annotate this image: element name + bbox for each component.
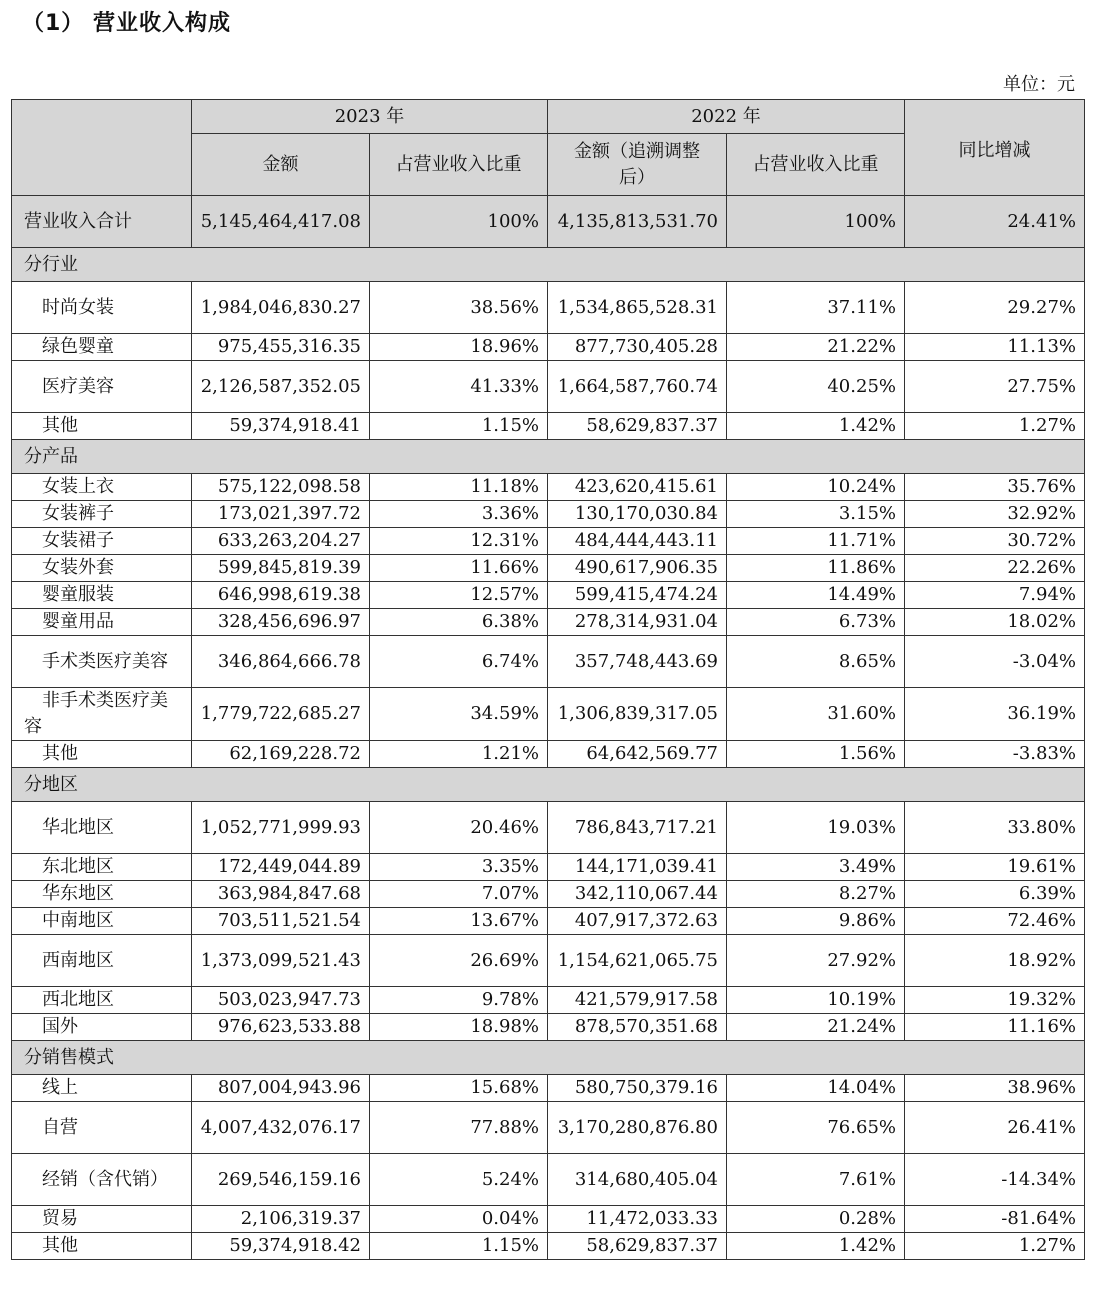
table-row xyxy=(12,1102,1085,1154)
row-label: 线上 xyxy=(12,1075,192,1102)
amount-2022: 58,629,837.37 xyxy=(548,1233,727,1260)
header-blank xyxy=(12,100,192,196)
total-amount-2022: 4,135,813,531.70 xyxy=(548,196,727,248)
amount-2022: 64,642,569.77 xyxy=(548,741,727,768)
ratio-2023: 18.96% xyxy=(370,334,548,361)
header-amount-2023: 金额 xyxy=(192,134,370,196)
ratio-2022: 10.24% xyxy=(727,474,905,501)
amount-2023: 975,455,316.35 xyxy=(192,334,370,361)
amount-2023: 269,546,159.16 xyxy=(192,1154,370,1206)
row-label: 女装外套 xyxy=(12,555,192,582)
table-row xyxy=(12,474,1085,501)
table-row xyxy=(12,688,1085,741)
amount-2022: 314,680,405.04 xyxy=(548,1154,727,1206)
table-row xyxy=(12,854,1085,881)
total-amount-2023: 5,145,464,417.08 xyxy=(192,196,370,248)
ratio-2023: 18.98% xyxy=(370,1014,548,1041)
table-row xyxy=(12,334,1085,361)
ratio-2023: 7.07% xyxy=(370,881,548,908)
ratio-2022: 27.92% xyxy=(727,935,905,987)
ratio-2022: 7.61% xyxy=(727,1154,905,1206)
table-row xyxy=(12,1233,1085,1260)
yoy-change: 27.75% xyxy=(905,361,1085,413)
total-label: 营业收入合计 xyxy=(12,196,192,248)
table-row xyxy=(12,881,1085,908)
yoy-change: 11.16% xyxy=(905,1014,1085,1041)
yoy-change: 1.27% xyxy=(905,1233,1085,1260)
amount-2022: 1,306,839,317.05 xyxy=(548,688,727,741)
table-row xyxy=(12,609,1085,636)
row-label: 其他 xyxy=(12,1233,192,1260)
row-label: 婴童服装 xyxy=(12,582,192,609)
ratio-2023: 6.38% xyxy=(370,609,548,636)
header-ratio-2023: 占营业收入比重 xyxy=(370,134,548,196)
amount-2022: 599,415,474.24 xyxy=(548,582,727,609)
row-label: 华东地区 xyxy=(12,881,192,908)
table-row xyxy=(12,582,1085,609)
amount-2022: 877,730,405.28 xyxy=(548,334,727,361)
section-title: 分销售模式 xyxy=(12,1041,1085,1075)
yoy-change: 11.13% xyxy=(905,334,1085,361)
ratio-2022: 11.86% xyxy=(727,555,905,582)
amount-2023: 2,106,319.37 xyxy=(192,1206,370,1233)
amount-2022: 278,314,931.04 xyxy=(548,609,727,636)
header-amount-2022: 金额（追溯调整后） xyxy=(548,134,727,196)
row-label: 其他 xyxy=(12,413,192,440)
amount-2022: 407,917,372.63 xyxy=(548,908,727,935)
row-label: 非手术类医疗美容 xyxy=(12,688,192,741)
amount-2022: 423,620,415.61 xyxy=(548,474,727,501)
ratio-2022: 14.04% xyxy=(727,1075,905,1102)
table-row xyxy=(12,802,1085,854)
table-row xyxy=(12,501,1085,528)
header-yoy: 同比增减 xyxy=(905,100,1085,196)
row-label: 医疗美容 xyxy=(12,361,192,413)
table-row xyxy=(12,282,1085,334)
table-row xyxy=(12,413,1085,440)
total-ratio-2022: 100% xyxy=(727,196,905,248)
table-row xyxy=(12,935,1085,987)
amount-2023: 363,984,847.68 xyxy=(192,881,370,908)
row-label: 西北地区 xyxy=(12,987,192,1014)
row-label: 自营 xyxy=(12,1102,192,1154)
amount-2022: 357,748,443.69 xyxy=(548,636,727,688)
row-label: 时尚女装 xyxy=(12,282,192,334)
yoy-change: -81.64% xyxy=(905,1206,1085,1233)
table-row xyxy=(12,1014,1085,1041)
amount-2022: 421,579,917.58 xyxy=(548,987,727,1014)
table-row xyxy=(12,741,1085,768)
yoy-change: 18.02% xyxy=(905,609,1085,636)
amount-2023: 328,456,696.97 xyxy=(192,609,370,636)
ratio-2023: 26.69% xyxy=(370,935,548,987)
ratio-2022: 40.25% xyxy=(727,361,905,413)
ratio-2022: 8.27% xyxy=(727,881,905,908)
ratio-2022: 8.65% xyxy=(727,636,905,688)
ratio-2023: 12.57% xyxy=(370,582,548,609)
amount-2022: 130,170,030.84 xyxy=(548,501,727,528)
row-label: 西南地区 xyxy=(12,935,192,987)
amount-2022: 3,170,280,876.80 xyxy=(548,1102,727,1154)
ratio-2022: 10.19% xyxy=(727,987,905,1014)
yoy-change: 36.19% xyxy=(905,688,1085,741)
amount-2022: 580,750,379.16 xyxy=(548,1075,727,1102)
ratio-2022: 11.71% xyxy=(727,528,905,555)
ratio-2023: 3.35% xyxy=(370,854,548,881)
section-row xyxy=(12,248,1085,282)
row-label: 华北地区 xyxy=(12,802,192,854)
yoy-change: 72.46% xyxy=(905,908,1085,935)
amount-2022: 484,444,443.11 xyxy=(548,528,727,555)
yoy-change: 6.39% xyxy=(905,881,1085,908)
unit-label: 单位：元 xyxy=(1003,74,1075,95)
amount-2023: 172,449,044.89 xyxy=(192,854,370,881)
table-row xyxy=(12,555,1085,582)
header-ratio-2022: 占营业收入比重 xyxy=(727,134,905,196)
amount-2022: 144,171,039.41 xyxy=(548,854,727,881)
yoy-change: 35.76% xyxy=(905,474,1085,501)
ratio-2023: 15.68% xyxy=(370,1075,548,1102)
ratio-2022: 1.42% xyxy=(727,1233,905,1260)
amount-2023: 503,023,947.73 xyxy=(192,987,370,1014)
amount-2023: 59,374,918.41 xyxy=(192,413,370,440)
amount-2023: 807,004,943.96 xyxy=(192,1075,370,1102)
ratio-2022: 3.49% xyxy=(727,854,905,881)
total-row xyxy=(12,196,1085,248)
ratio-2022: 76.65% xyxy=(727,1102,905,1154)
total-ratio-2023: 100% xyxy=(370,196,548,248)
amount-2023: 1,779,722,685.27 xyxy=(192,688,370,741)
ratio-2023: 0.04% xyxy=(370,1206,548,1233)
section-title: 分地区 xyxy=(12,768,1085,802)
revenue-table xyxy=(11,99,1085,1260)
yoy-change: -3.04% xyxy=(905,636,1085,688)
ratio-2023: 1.15% xyxy=(370,413,548,440)
row-label: 女装裤子 xyxy=(12,501,192,528)
amount-2023: 633,263,204.27 xyxy=(192,528,370,555)
row-label: 东北地区 xyxy=(12,854,192,881)
ratio-2022: 21.24% xyxy=(727,1014,905,1041)
amount-2023: 173,021,397.72 xyxy=(192,501,370,528)
ratio-2023: 77.88% xyxy=(370,1102,548,1154)
header-2023: 2023 年 xyxy=(192,100,548,134)
yoy-change: 18.92% xyxy=(905,935,1085,987)
row-label: 中南地区 xyxy=(12,908,192,935)
ratio-2022: 21.22% xyxy=(727,334,905,361)
amount-2023: 346,864,666.78 xyxy=(192,636,370,688)
ratio-2022: 0.28% xyxy=(727,1206,905,1233)
amount-2023: 4,007,432,076.17 xyxy=(192,1102,370,1154)
yoy-change: 38.96% xyxy=(905,1075,1085,1102)
yoy-change: 19.32% xyxy=(905,987,1085,1014)
amount-2023: 1,373,099,521.43 xyxy=(192,935,370,987)
section-row xyxy=(12,768,1085,802)
amount-2022: 1,664,587,760.74 xyxy=(548,361,727,413)
table-row xyxy=(12,1075,1085,1102)
total-yoy: 24.41% xyxy=(905,196,1085,248)
ratio-2022: 1.56% xyxy=(727,741,905,768)
ratio-2023: 1.21% xyxy=(370,741,548,768)
ratio-2023: 38.56% xyxy=(370,282,548,334)
row-label: 女装上衣 xyxy=(12,474,192,501)
ratio-2023: 1.15% xyxy=(370,1233,548,1260)
amount-2023: 62,169,228.72 xyxy=(192,741,370,768)
table-row xyxy=(12,908,1085,935)
ratio-2023: 20.46% xyxy=(370,802,548,854)
row-label: 经销（含代销） xyxy=(12,1154,192,1206)
ratio-2023: 9.78% xyxy=(370,987,548,1014)
amount-2023: 703,511,521.54 xyxy=(192,908,370,935)
amount-2022: 786,843,717.21 xyxy=(548,802,727,854)
amount-2023: 646,998,619.38 xyxy=(192,582,370,609)
yoy-change: -14.34% xyxy=(905,1154,1085,1206)
row-label: 女装裙子 xyxy=(12,528,192,555)
ratio-2022: 6.73% xyxy=(727,609,905,636)
yoy-change: -3.83% xyxy=(905,741,1085,768)
yoy-change: 22.26% xyxy=(905,555,1085,582)
amount-2022: 11,472,033.33 xyxy=(548,1206,727,1233)
ratio-2023: 13.67% xyxy=(370,908,548,935)
row-label: 其他 xyxy=(12,741,192,768)
row-label: 婴童用品 xyxy=(12,609,192,636)
section-row xyxy=(12,1041,1085,1075)
amount-2022: 878,570,351.68 xyxy=(548,1014,727,1041)
ratio-2023: 11.66% xyxy=(370,555,548,582)
section-title: 分产品 xyxy=(12,440,1085,474)
table-row xyxy=(12,1206,1085,1233)
ratio-2023: 11.18% xyxy=(370,474,548,501)
table-row xyxy=(12,528,1085,555)
row-label: 贸易 xyxy=(12,1206,192,1233)
page-title: （1） 营业收入构成 xyxy=(22,11,231,36)
amount-2023: 976,623,533.88 xyxy=(192,1014,370,1041)
ratio-2022: 3.15% xyxy=(727,501,905,528)
yoy-change: 1.27% xyxy=(905,413,1085,440)
row-label: 手术类医疗美容 xyxy=(12,636,192,688)
header-2022: 2022 年 xyxy=(548,100,905,134)
yoy-change: 19.61% xyxy=(905,854,1085,881)
table-row xyxy=(12,636,1085,688)
ratio-2023: 3.36% xyxy=(370,501,548,528)
ratio-2023: 6.74% xyxy=(370,636,548,688)
ratio-2022: 1.42% xyxy=(727,413,905,440)
row-label: 国外 xyxy=(12,1014,192,1041)
ratio-2022: 14.49% xyxy=(727,582,905,609)
section-title: 分行业 xyxy=(12,248,1085,282)
table-row xyxy=(12,1154,1085,1206)
yoy-change: 32.92% xyxy=(905,501,1085,528)
amount-2022: 490,617,906.35 xyxy=(548,555,727,582)
ratio-2022: 31.60% xyxy=(727,688,905,741)
ratio-2022: 19.03% xyxy=(727,802,905,854)
row-label: 绿色婴童 xyxy=(12,334,192,361)
section-row xyxy=(12,440,1085,474)
amount-2023: 2,126,587,352.05 xyxy=(192,361,370,413)
yoy-change: 29.27% xyxy=(905,282,1085,334)
ratio-2023: 34.59% xyxy=(370,688,548,741)
amount-2023: 575,122,098.58 xyxy=(192,474,370,501)
amount-2023: 599,845,819.39 xyxy=(192,555,370,582)
ratio-2022: 9.86% xyxy=(727,908,905,935)
ratio-2023: 12.31% xyxy=(370,528,548,555)
yoy-change: 26.41% xyxy=(905,1102,1085,1154)
amount-2023: 1,052,771,999.93 xyxy=(192,802,370,854)
yoy-change: 33.80% xyxy=(905,802,1085,854)
amount-2023: 59,374,918.42 xyxy=(192,1233,370,1260)
table-row xyxy=(12,987,1085,1014)
ratio-2022: 37.11% xyxy=(727,282,905,334)
table-row xyxy=(12,361,1085,413)
amount-2022: 58,629,837.37 xyxy=(548,413,727,440)
ratio-2023: 41.33% xyxy=(370,361,548,413)
amount-2022: 342,110,067.44 xyxy=(548,881,727,908)
ratio-2023: 5.24% xyxy=(370,1154,548,1206)
amount-2022: 1,154,621,065.75 xyxy=(548,935,727,987)
yoy-change: 7.94% xyxy=(905,582,1085,609)
yoy-change: 30.72% xyxy=(905,528,1085,555)
amount-2022: 1,534,865,528.31 xyxy=(548,282,727,334)
amount-2023: 1,984,046,830.27 xyxy=(192,282,370,334)
